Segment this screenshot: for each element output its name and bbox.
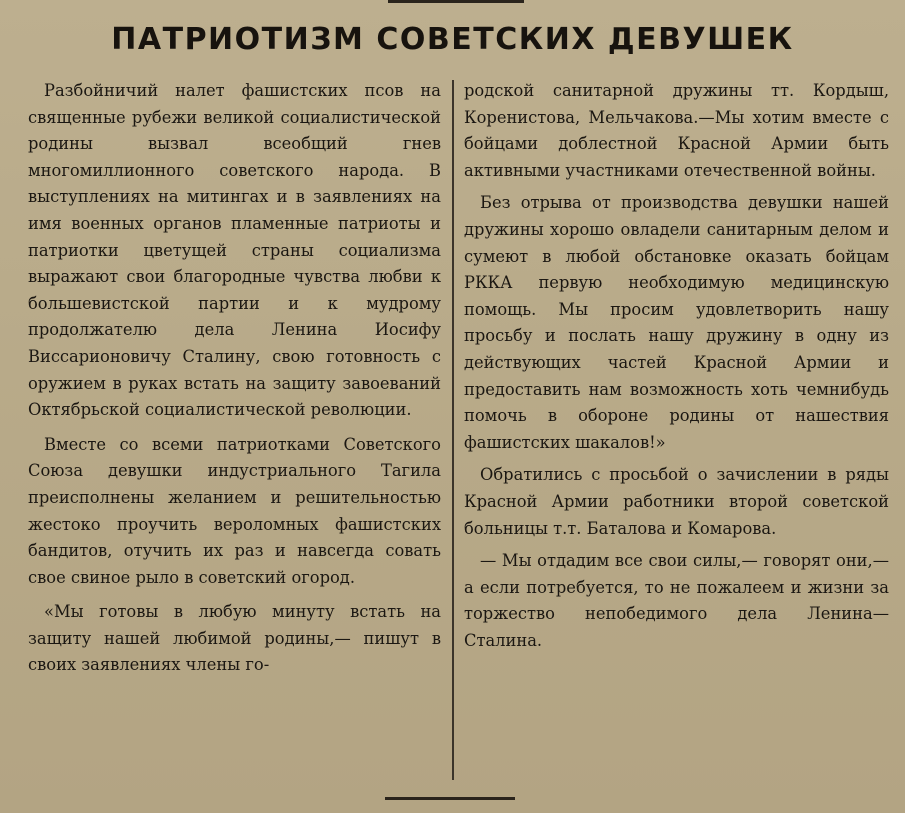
paragraph-continuation: родской санитарной дружины тт. Кордыш, Коренистова, Мельчакова.—Мы хотим вместе с бойцами доблестной Красной Армии быть активными участниками отечественной войны. [464,81,889,180]
paragraph: Вместе со всеми патриотками Советского Союза девушки индустриального Тагила преисполнены желанием и решительностью жестоко проучить вероломных фашистских бандитов, отучить их раз и навсегда совать свое свиное рыло в советский огород. [28,434,441,587]
paragraph: «Мы готовы в любую минуту встать на защиту нашей любимой родины,— пишут в своих заявлениях члены го- [28,602,441,675]
paragraph: Разбойничий налет фашистских псов на священные рубежи великой социалистической родины вызвал всеобщий гнев многомиллионного советского народа. В выступлениях на митингах и в заявлениях на имя военных органов пламенные патриоты и патриотки цветущей страны социализма выражают свои благородные чувства любви к большевистской партии и к мудрому продолжателю дела Ленина Иосифу Виссарионовичу Сталину, свою готовность с оружием в руках встать на защиту завоеваний Октябрьской социалистической революции. [28,81,441,420]
bottom-rule [385,797,515,800]
paragraph: Без отрыва от производства девушки нашей дружины хорошо овладели санитарным делом и сумеют в любой обстановке оказать бойцам РККА первую необходимую медицинскую помощь. Мы просим удовлетворить нашу просьбу и послать нашу дружину в одну из действующих частей Красной Армии и предоставить нам возможность хоть чемнибудь помочь в обороне родины от нашествия фашистских шакалов!» [464,193,889,452]
top-rule [388,0,524,3]
paragraph: — Мы отдадим все свои силы,— говорят они,—а если потребуется, то не пожалеем и жизни за торжество непобедимого дела Ленина—Сталина. [464,551,889,650]
headline: ПАТРИОТИЗМ СОВЕТСКИХ ДЕВУШЕК [111,22,794,57]
paragraph: Обратились с просьбой о зачислении в ряды Красной Армии работники второй советской больницы т.т. Баталова и Комарова. [464,465,889,538]
right-column [464,78,889,660]
column-divider [452,80,454,780]
left-column [28,78,441,687]
